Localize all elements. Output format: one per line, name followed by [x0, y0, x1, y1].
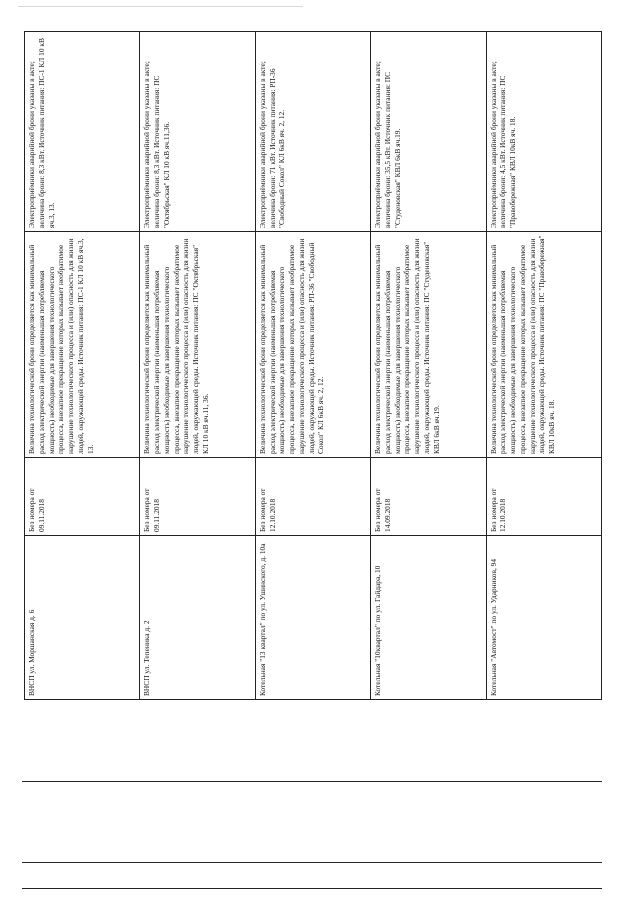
power-reserve-table: [24, 31, 602, 700]
description-cell: Величина технологической брони определяется как минимальный расход электрической энергии (наименьшая потребляемая мощность) необходимые для завершения технологического процесса, внезапное прекращение которых вызывает необратимое нарушение технологического процесса и (или) опасность для жизни людей, окружающей среды. Источник питания: ПС "Студеновская" КВЛ 6кВ яч.19.: [371, 232, 486, 458]
scan-edge-line: [18, 6, 303, 7]
description-cell: Величина технологической брони определяется как минимальный расход электрической энергии (наименьшая потребляемая мощность) необходимые для завершения технологического процесса, внезапное прекращение которых вызывает необратимое нарушение технологического процесса и (или) опасность для жизни людей, окружающей среды. Источник питания: РП-36 "Свободный Сокол" КЛ 6кВ яч. 2, 12.: [255, 232, 370, 458]
description-cell: Величина технологической брони определяется как минимальный расход электрической энергии (наименьшая потребляемая мощность) необходимые для завершения технологического процесса, внезапное прекращение которых вызывает необратимое нарушение технологического процесса и (или) опасность для жизни людей, окружающей среды. Источник питания: ПС "Октябрьская" КЛ 10 кВ яч.11, 36.: [140, 232, 255, 458]
table-row: [371, 32, 486, 700]
description-cell: Величина технологической брони определяется как минимальный расход электрической энергии (наименьшая потребляемая мощность) необходимые для завершения технологического процесса, внезапное прекращение которых вызывает необратимое нарушение технологического процесса и (или) опасность для жизни людей, окружающей среды. Источник питания: ПС "Правобережная" КВЛ 10кВ яч. 18.: [486, 232, 601, 458]
object-cell: Котельная "13 квартал" по ул. Ушинского, д. 10а: [255, 536, 370, 700]
document-cell: Без номера от 09.11.2018: [140, 458, 255, 536]
value-cell: Электроприёмники аварийной брони указаны в акте; величина брони: 71 кВт. Источник питания: РП-36 "Свободный Сокол" КЛ 6кВ яч. 2, 12.: [255, 32, 370, 232]
document-cell: Без номера от 14.09.2018: [371, 458, 486, 536]
rotated-table-wrapper: [24, 32, 602, 700]
value-cell: Электроприёмники аварийной брони указаны в акте; величина брони: 35,5 кВт. Источник питания: ПС "Студеновская" КВЛ 6кВ яч.19.: [371, 32, 486, 232]
document-cell: Без номера от 09.11.2018: [25, 458, 140, 536]
value-cell: Электроприёмники аварийной брони указаны в акте; величина брони: 8,3 кВт. Источник питания: ПС "Октябрьская" КЛ 10 кВ яч.11,36.: [140, 32, 255, 232]
horizontal-rule: [22, 862, 602, 863]
value-cell: Электроприёмники аварийной брони указаны в акте; величина брони: 8,3 кВт. Источник питания: ПС-1 КЛ 10 кВ яч.3, 13.: [25, 32, 140, 232]
horizontal-rule: [22, 781, 602, 782]
table-row: [140, 32, 255, 700]
table-row: [255, 32, 370, 700]
document-cell: Без номера от 12.10.2018: [486, 458, 601, 536]
table-row: [486, 32, 601, 700]
value-cell: Электроприёмники аварийной брони указаны в акте; величина брони: 4,5 кВт. Источник питания: ПС "Правобережная" КВЛ 10кВ яч. 18.: [486, 32, 601, 232]
horizontal-rule: [22, 888, 602, 889]
object-cell: Котельная "Автомост" по ул. Ударников, 94: [486, 536, 601, 700]
document-cell: Без номера от 12.10.2018: [255, 458, 370, 536]
object-cell: Котельная "10квартал" по ул. Гайдара, 10: [371, 536, 486, 700]
table-row: [25, 32, 140, 700]
object-cell: ВНСП ул. Моршанская д. 6: [25, 536, 140, 700]
description-cell: Величина технологической брони определяется как минимальный расход электрической энергии (наименьшая потребляемая мощность) необходимые для завершения технологического процесса, внезапное прекращение которых вызывает необратимое нарушение технологического процесса и (или) опасность для жизни людей, окружающей среды. Источник питания: ПС-1 КЛ 10 кВ яч.3, 13.: [25, 232, 140, 458]
object-cell: ВНСП ул. Тепеника д. 2: [140, 536, 255, 700]
